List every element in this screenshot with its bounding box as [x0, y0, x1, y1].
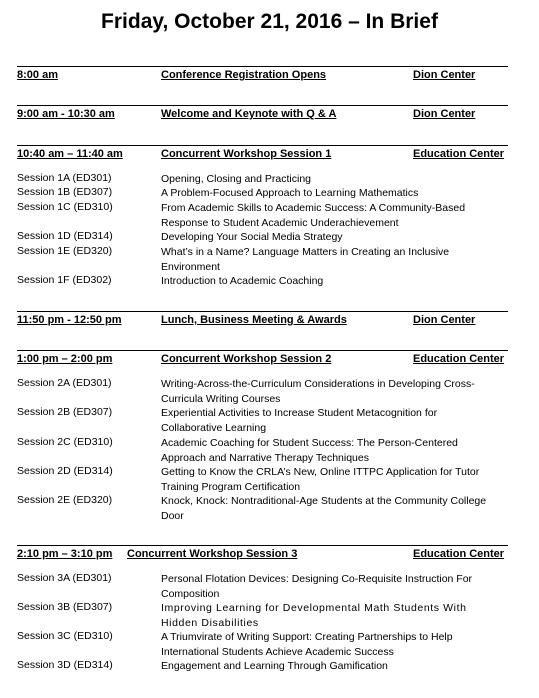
session-id: Session 3A (ED301)	[17, 572, 112, 584]
event-label: Concurrent Workshop Session 3	[127, 548, 298, 560]
session-title: Engagement and Learning Through Gamification	[161, 660, 388, 672]
time-label: 8:00 am	[17, 69, 58, 81]
time-label: 1:00 pm – 2:00 pm	[17, 353, 113, 365]
session-id: Session 3D (ED314)	[17, 659, 113, 671]
event-label: Welcome and Keynote with Q & A	[161, 108, 337, 120]
schedule-header-registration	[17, 66, 508, 81]
session-id: Session 1F (ED302)	[17, 274, 112, 286]
location-label: Dion Center	[413, 108, 476, 120]
session-title: Improving Learning for Developmental Math Students With Hidden Disabilities	[161, 602, 467, 629]
session-title: Writing-Across-the-Curriculum Considerations in Developing Cross-Curricula Writing Courses	[161, 378, 475, 405]
event-label: Concurrent Workshop Session 1	[161, 148, 332, 160]
location-label: Education Center	[413, 148, 505, 160]
session-id: Session 1E (ED320)	[17, 245, 113, 257]
session-title: What’s in a Name? Language Matters in Creating an Inclusive Environment	[161, 246, 450, 273]
event-label: Conference Registration Opens	[161, 69, 327, 81]
session-id: Session 3B (ED307)	[17, 601, 113, 613]
session-id: Session 1B (ED307)	[17, 186, 113, 198]
session-id: Session 1D (ED314)	[17, 230, 113, 242]
schedule-header-lunch	[17, 311, 508, 326]
session-id: Session 1C (ED310)	[17, 201, 113, 213]
location-label: Education Center	[413, 548, 505, 560]
time-label: 11:50 pm - 12:50 pm	[17, 314, 122, 326]
session-id: Session 2D (ED314)	[17, 465, 113, 477]
event-label: Lunch, Business Meeting & Awards	[161, 314, 347, 326]
schedule-header-keynote	[17, 105, 508, 120]
location-label: Dion Center	[413, 314, 476, 326]
session-title: A Problem-Focused Approach to Learning Mathematics	[161, 187, 419, 199]
location-label: Dion Center	[413, 69, 476, 81]
session-id: Session 1A (ED301)	[17, 172, 112, 184]
location-label: Education Center	[413, 353, 505, 365]
session-title: Experiential Activities to Increase Student Metacognition for Collaborative Learning	[161, 407, 438, 434]
session-id: Session 2C (ED310)	[17, 436, 113, 448]
session-title: Academic Coaching for Student Success: The Person-Centered Approach and Narrative Therapy Techniques	[161, 437, 458, 464]
session-title: From Academic Skills to Academic Success: A Community-Based Response to Student Academic Underachievement	[161, 202, 466, 229]
session-title: A Triumvirate of Writing Support: Creating Partnerships to Help International Students Achieve Academic Success	[161, 631, 453, 658]
time-label: 9:00 am - 10:30 am	[17, 108, 115, 120]
event-label: Concurrent Workshop Session 2	[161, 353, 332, 365]
session-title: Knock, Knock: Nontraditional-Age Students at the Community College Door	[161, 495, 487, 522]
time-label: 2:10 pm – 3:10 pm	[17, 548, 113, 560]
session-title: Opening, Closing and Practicing	[161, 173, 312, 185]
session-title: Developing Your Social Media Strategy	[161, 231, 343, 243]
session-title: Getting to Know the CRLA’s New, Online ITTPC Application for Tutor Training Program Certification	[161, 466, 480, 493]
schedule-header-session-1	[17, 145, 508, 160]
session-id: Session 2E (ED320)	[17, 494, 113, 506]
time-label: 10:40 am – 11:40 am	[17, 148, 123, 160]
session-title: Introduction to Academic Coaching	[161, 275, 324, 287]
session-title: Personal Flotation Devices: Designing Co-Requisite Instruction For Composition	[161, 573, 473, 600]
schedule-header-session-2	[17, 350, 508, 365]
page-title: Friday, October 21, 2016 – In Brief	[101, 10, 438, 33]
session-id: Session 2A (ED301)	[17, 377, 112, 389]
schedule-header-session-3	[17, 545, 508, 560]
session-id: Session 2B (ED307)	[17, 406, 113, 418]
session-id: Session 3C (ED310)	[17, 630, 113, 642]
